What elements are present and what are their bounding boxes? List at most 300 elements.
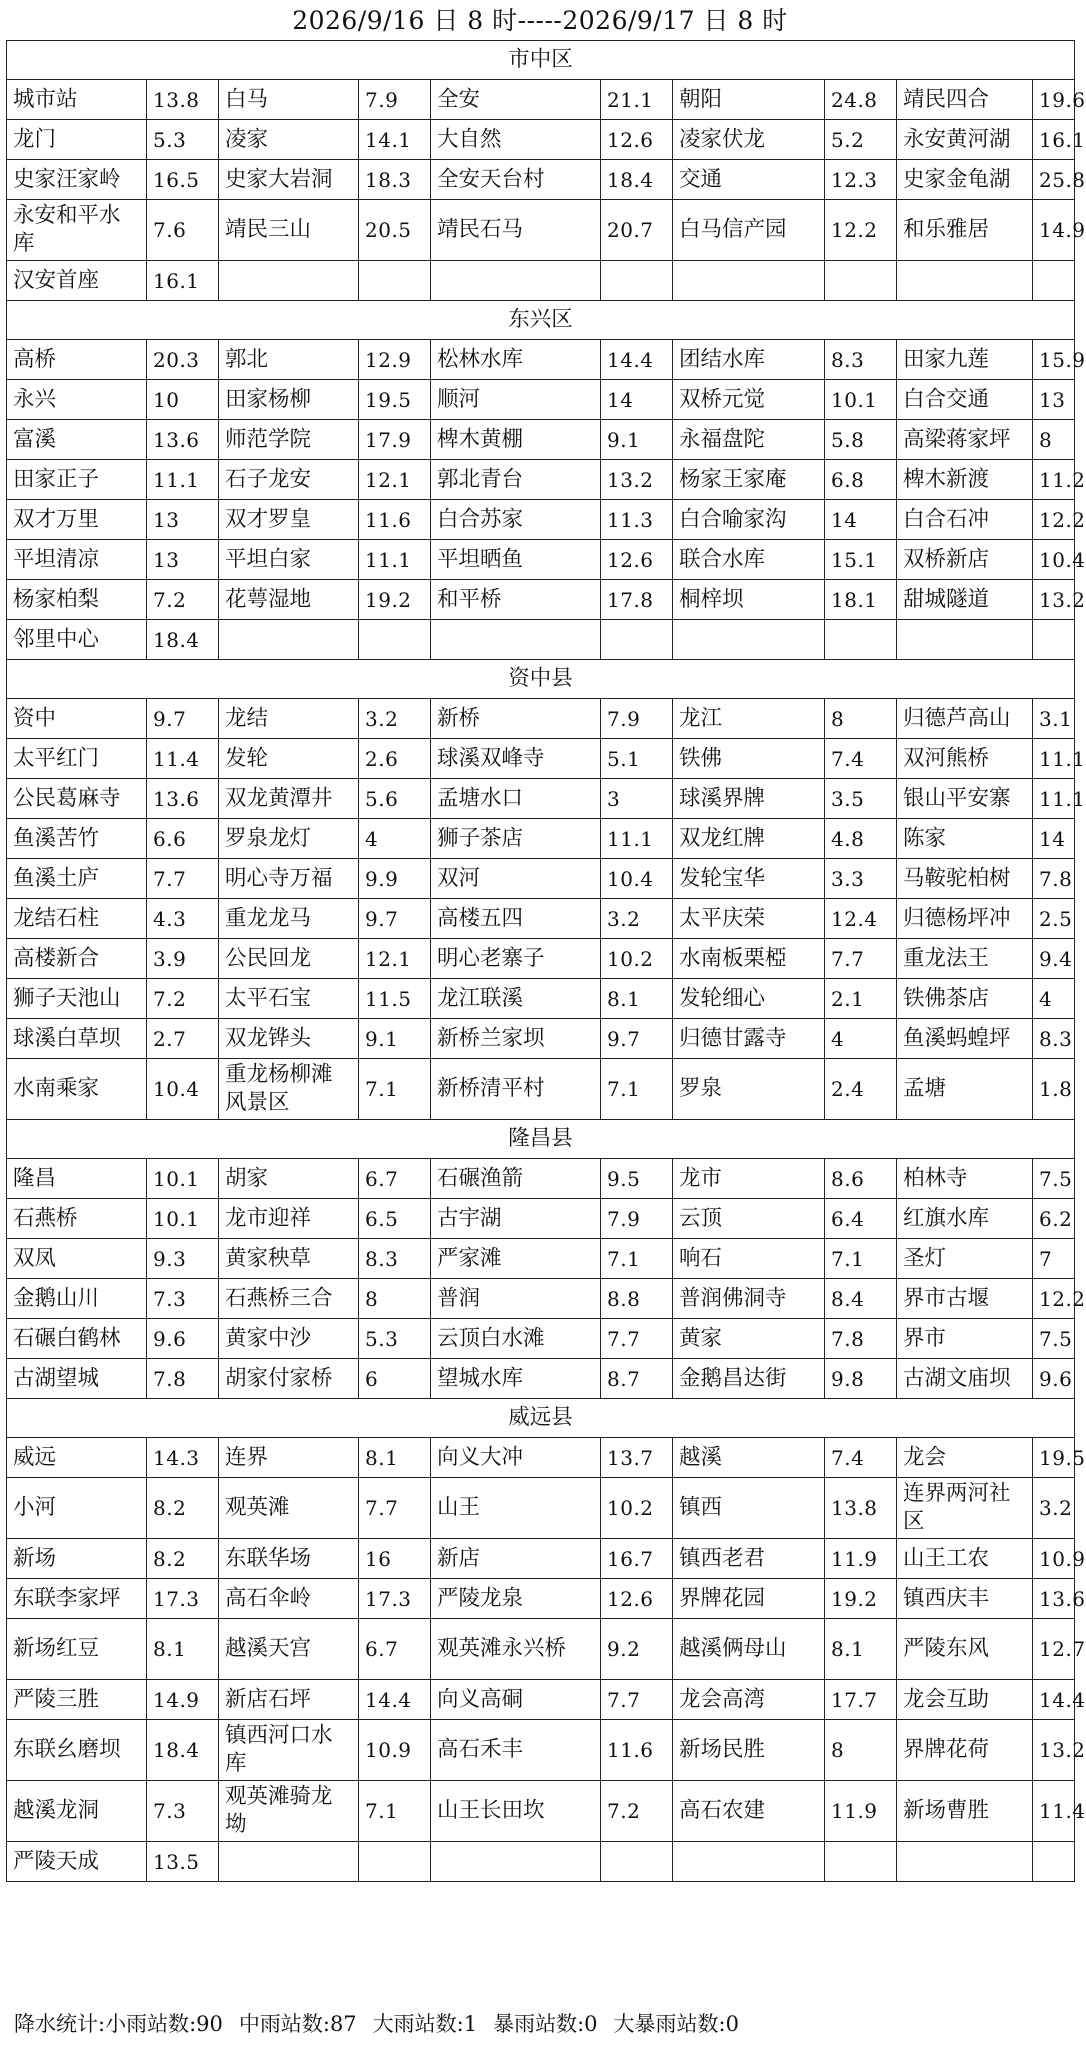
station-name: 史家汪家岭 [7,160,147,200]
station-name: 归德杨坪冲 [897,899,1033,939]
rainfall-value: 13 [147,500,219,540]
station-name: 杨家王家庵 [673,460,825,500]
rainfall-value: 5.1 [601,739,673,779]
station-name: 桐梓坝 [673,580,825,620]
station-row [7,1619,1075,1680]
station-name: 高桥 [7,340,147,380]
rainfall-value: 17.3 [359,1579,431,1619]
station-name: 重龙法王 [897,939,1033,979]
station-name: 望城水库 [431,1359,601,1399]
station-row [7,120,1075,160]
rainfall-value [1033,1842,1075,1882]
station-name: 郭北青台 [431,460,601,500]
rainfall-value: 8.8 [601,1279,673,1319]
station-name [673,1842,825,1882]
station-name: 越溪天宫 [219,1619,359,1680]
station-name: 镇西庆丰 [897,1579,1033,1619]
rainfall-value: 12.1 [359,939,431,979]
rainfall-value: 2.4 [825,1059,897,1120]
station-name: 石燕桥 [7,1199,147,1239]
rainfall-value: 7.3 [147,1279,219,1319]
station-name: 凌家伏龙 [673,120,825,160]
station-name: 新场红豆 [7,1619,147,1680]
station-name: 史家金龟湖 [897,160,1033,200]
station-name: 太平石宝 [219,979,359,1019]
station-name: 东联李家坪 [7,1579,147,1619]
station-name: 山王工农 [897,1539,1033,1579]
rainfall-value: 7 [1033,1239,1075,1279]
rainfall-value [359,1842,431,1882]
station-name: 石子龙安 [219,460,359,500]
station-row [7,1059,1075,1120]
station-row [7,699,1075,739]
rainfall-value: 11.1 [359,540,431,580]
rainfall-value: 18.4 [601,160,673,200]
section-header-row [7,301,1075,340]
station-row [7,819,1075,859]
station-name: 新桥清平村 [431,1059,601,1120]
station-name: 罗泉龙灯 [219,819,359,859]
rainfall-value: 9.6 [1033,1359,1075,1399]
station-name: 双龙黄潭井 [219,779,359,819]
summary-count: 大雨站数:1 [372,2012,478,2036]
station-name: 永兴 [7,380,147,420]
station-name: 隆昌 [7,1159,147,1199]
section-name: 东兴区 [7,301,1075,340]
station-name: 归德芦高山 [897,699,1033,739]
station-name: 白合石冲 [897,500,1033,540]
station-row [7,460,1075,500]
station-name: 向义大冲 [431,1438,601,1478]
station-name: 团结水库 [673,340,825,380]
station-name: 龙门 [7,120,147,160]
rainfall-value: 13.5 [147,1842,219,1882]
station-name: 高梁蒋家坪 [897,420,1033,460]
rainfall-value: 8.7 [601,1359,673,1399]
station-name: 界市古堰 [897,1279,1033,1319]
station-name: 马鞍驼柏树 [897,859,1033,899]
section-name: 隆昌县 [7,1120,1075,1159]
station-name: 田家九莲 [897,340,1033,380]
station-row [7,779,1075,819]
station-name: 胡家付家桥 [219,1359,359,1399]
station-name: 双桥元觉 [673,380,825,420]
rainfall-value: 12.2 [825,200,897,261]
station-name: 平坦清凉 [7,540,147,580]
rainfall-value [1033,620,1075,660]
rainfall-value: 5.3 [359,1319,431,1359]
rainfall-value: 9.7 [359,899,431,939]
rainfall-value: 16.7 [601,1539,673,1579]
station-name: 田家正子 [7,460,147,500]
rainfall-value: 14.4 [359,1680,431,1720]
rainfall-value: 13 [147,540,219,580]
station-name: 鱼溪苦竹 [7,819,147,859]
station-name: 城市站 [7,80,147,120]
station-name: 汉安首座 [7,261,147,301]
rainfall-value: 11.6 [359,500,431,540]
station-name: 新桥 [431,699,601,739]
rainfall-value: 7.1 [825,1239,897,1279]
rainfall-value: 8.4 [825,1279,897,1319]
rainfall-value: 14.9 [1033,200,1075,261]
rainfall-value: 11.9 [825,1539,897,1579]
station-name: 永安和平水库 [7,200,147,261]
rainfall-value: 17.8 [601,580,673,620]
rainfall-value: 6.8 [825,460,897,500]
station-name: 东联幺磨坝 [7,1720,147,1781]
station-name: 孟塘 [897,1059,1033,1120]
station-name: 椑木黄棚 [431,420,601,460]
rainfall-value: 8 [825,1720,897,1781]
station-row [7,200,1075,261]
summary-prefix: 降水统计: [14,2012,106,2036]
rainfall-value: 9.1 [359,1019,431,1059]
rainfall-value: 14 [601,380,673,420]
rainfall-value: 13.8 [825,1478,897,1539]
station-name: 白合喻家沟 [673,500,825,540]
station-name: 孟塘水口 [431,779,601,819]
rainfall-value: 12.2 [1033,1279,1075,1319]
section-header-row [7,1120,1075,1159]
station-name: 师范学院 [219,420,359,460]
station-name: 观英滩永兴桥 [431,1619,601,1680]
rainfall-value: 3.2 [359,699,431,739]
station-name: 镇西 [673,1478,825,1539]
station-name: 胡家 [219,1159,359,1199]
rainfall-value: 6.7 [359,1159,431,1199]
rainfall-value: 10.9 [359,1720,431,1781]
rainfall-value: 14.4 [601,340,673,380]
station-name: 双凤 [7,1239,147,1279]
station-name: 龙市迎祥 [219,1199,359,1239]
rainfall-value: 8 [359,1279,431,1319]
rainfall-value: 18.4 [147,620,219,660]
rainfall-value: 8.2 [147,1539,219,1579]
rainfall-value [359,620,431,660]
station-row [7,540,1075,580]
station-name [897,620,1033,660]
station-name: 鱼溪蚂蝗坪 [897,1019,1033,1059]
station-name: 双才万里 [7,500,147,540]
station-name: 狮子天池山 [7,979,147,1019]
rainfall-value: 7.9 [601,1199,673,1239]
station-name: 陈家 [897,819,1033,859]
station-name: 新场曹胜 [897,1781,1033,1842]
rainfall-value: 7.2 [147,979,219,1019]
station-name: 双龙铧头 [219,1019,359,1059]
station-name: 全安 [431,80,601,120]
station-row [7,1199,1075,1239]
rainfall-value: 2.1 [825,979,897,1019]
rainfall-value: 21.1 [601,80,673,120]
station-row [7,1720,1075,1781]
rainfall-value: 10.1 [147,1159,219,1199]
station-name: 大自然 [431,120,601,160]
station-name: 界牌花荷 [897,1720,1033,1781]
station-name: 普润 [431,1279,601,1319]
station-name: 归德甘露寺 [673,1019,825,1059]
station-name: 高石禾丰 [431,1720,601,1781]
rainfall-value: 7.5 [1033,1319,1075,1359]
station-name: 松林水库 [431,340,601,380]
rainfall-value: 6.2 [1033,1199,1075,1239]
station-name: 古湖文庙坝 [897,1359,1033,1399]
rainfall-value: 7.9 [601,699,673,739]
rainfall-value: 3.1 [1033,699,1075,739]
station-name [219,620,359,660]
summary-count: 暴雨站数:0 [493,2012,598,2036]
rainfall-value: 10.4 [601,859,673,899]
rainfall-value: 7.7 [601,1680,673,1720]
rainfall-value [1033,261,1075,301]
station-name: 高楼五四 [431,899,601,939]
station-row [7,80,1075,120]
rainfall-value: 8 [1033,420,1075,460]
rainfall-value: 4 [825,1019,897,1059]
rainfall-value: 7.7 [147,859,219,899]
station-name [897,1842,1033,1882]
station-name: 资中 [7,699,147,739]
rainfall-value: 11.4 [147,739,219,779]
station-name: 邻里中心 [7,620,147,660]
station-name: 发轮 [219,739,359,779]
rainfall-value [601,1842,673,1882]
rainfall-value: 13.2 [1033,1720,1075,1781]
rainfall-value [825,620,897,660]
rainfall-value: 3.9 [147,939,219,979]
rainfall-value: 13.7 [601,1438,673,1478]
station-row [7,1478,1075,1539]
station-row [7,1438,1075,1478]
station-row [7,1579,1075,1619]
rainfall-value: 17.7 [825,1680,897,1720]
precipitation-summary [14,2009,739,2039]
station-name: 严家滩 [431,1239,601,1279]
section-name: 市中区 [7,41,1075,80]
station-row [7,1359,1075,1399]
report-title: 2026/9/16 日 8 时-----2026/9/17 日 8 时 [292,6,788,35]
station-name: 椑木新渡 [897,460,1033,500]
rainfall-value: 10 [147,380,219,420]
station-row [7,1842,1075,1882]
station-name: 甜城隧道 [897,580,1033,620]
rainfall-value: 8 [825,699,897,739]
station-name: 石碾白鹤林 [7,1319,147,1359]
rainfall-value: 16.1 [1033,120,1075,160]
rainfall-value: 8.3 [1033,1019,1075,1059]
rainfall-value: 2.7 [147,1019,219,1059]
rainfall-value: 11.1 [1033,779,1075,819]
rainfall-value: 3.3 [825,859,897,899]
station-name: 杨家柏梨 [7,580,147,620]
rainfall-value: 12.9 [359,340,431,380]
station-name [219,261,359,301]
rainfall-value [825,1842,897,1882]
rainfall-value: 19.2 [825,1579,897,1619]
rainfall-value: 4.3 [147,899,219,939]
rainfall-value: 3.2 [1033,1478,1075,1539]
summary-count: 大暴雨站数:0 [613,2012,739,2036]
rainfall-value: 7.1 [359,1781,431,1842]
station-name: 花萼湿地 [219,580,359,620]
section-header-row [7,41,1075,80]
station-name: 龙结 [219,699,359,739]
rainfall-value: 15.1 [825,540,897,580]
station-name: 界牌花园 [673,1579,825,1619]
rainfall-value: 14.9 [147,1680,219,1720]
rainfall-value: 6.5 [359,1199,431,1239]
station-name: 白马 [219,80,359,120]
rainfall-value: 11.3 [601,500,673,540]
station-name: 界市 [897,1319,1033,1359]
station-name: 观英滩 [219,1478,359,1539]
rainfall-value: 13.2 [1033,580,1075,620]
station-name: 罗泉 [673,1059,825,1120]
rainfall-value: 12.7 [1033,1619,1075,1680]
rainfall-value: 8.1 [601,979,673,1019]
station-name: 顺河 [431,380,601,420]
rainfall-value: 8.3 [359,1239,431,1279]
station-name: 云顶白水滩 [431,1319,601,1359]
station-name [897,261,1033,301]
rainfall-value: 7.8 [147,1359,219,1399]
station-row [7,380,1075,420]
rainfall-value: 7.1 [601,1239,673,1279]
rainfall-value: 10.1 [147,1199,219,1239]
rainfall-value: 11.2 [1033,460,1075,500]
rainfall-value: 14 [825,500,897,540]
station-name: 新店 [431,1539,601,1579]
station-name: 靖民石马 [431,200,601,261]
rainfall-value: 11.1 [601,819,673,859]
station-name: 新桥兰家坝 [431,1019,601,1059]
station-row [7,979,1075,1019]
rainfall-value [825,261,897,301]
rainfall-value [601,620,673,660]
station-name: 高石伞岭 [219,1579,359,1619]
station-name: 水南板栗椏 [673,939,825,979]
station-name: 龙江联溪 [431,979,601,1019]
rainfall-value: 7.4 [825,739,897,779]
rainfall-value: 5.3 [147,120,219,160]
summary-count: 中雨站数:87 [238,2012,357,2036]
rainfall-value: 13.6 [147,779,219,819]
station-name: 朝阳 [673,80,825,120]
rainfall-value: 12.6 [601,1579,673,1619]
rainfall-value: 5.2 [825,120,897,160]
station-row [7,340,1075,380]
station-name: 铁佛 [673,739,825,779]
rainfall-value [359,261,431,301]
station-name: 发轮细心 [673,979,825,1019]
station-name: 鱼溪土庐 [7,859,147,899]
rainfall-value: 8.6 [825,1159,897,1199]
rainfall-value: 14.4 [1033,1680,1075,1720]
rainfall-value: 7.2 [147,580,219,620]
rainfall-value: 7.6 [147,200,219,261]
station-name: 柏林寺 [897,1159,1033,1199]
rainfall-value: 13.8 [147,80,219,120]
station-name: 永福盘陀 [673,420,825,460]
rainfall-value: 6.7 [359,1619,431,1680]
rainfall-value: 6.6 [147,819,219,859]
station-name: 双桥新店 [897,540,1033,580]
station-name: 龙会互助 [897,1680,1033,1720]
station-name: 东联华场 [219,1539,359,1579]
station-name: 明心老寨子 [431,939,601,979]
rainfall-value: 20.3 [147,340,219,380]
rainfall-value: 11.9 [825,1781,897,1842]
station-name: 双河熊桥 [897,739,1033,779]
rainfall-value: 15.9 [1033,340,1075,380]
station-row [7,1319,1075,1359]
station-name: 富溪 [7,420,147,460]
rainfall-value: 4 [359,819,431,859]
station-name: 严陵天成 [7,1842,147,1882]
rainfall-value: 12.2 [1033,500,1075,540]
rainfall-value: 13.6 [1033,1579,1075,1619]
station-name [219,1842,359,1882]
station-name: 太平红门 [7,739,147,779]
station-name: 金鹅山川 [7,1279,147,1319]
rainfall-value: 9.3 [147,1239,219,1279]
rainfall-value: 19.2 [359,580,431,620]
station-name: 越溪俩母山 [673,1619,825,1680]
station-name: 平坦白家 [219,540,359,580]
rainfall-value: 7.9 [359,80,431,120]
station-name: 山王 [431,1478,601,1539]
rainfall-value: 2.5 [1033,899,1075,939]
station-name: 连界 [219,1438,359,1478]
station-row [7,739,1075,779]
station-name: 田家杨柳 [219,380,359,420]
rainfall-value [601,261,673,301]
rainfall-value: 16 [359,1539,431,1579]
rainfall-value: 11.1 [1033,739,1075,779]
rainfall-value: 17.3 [147,1579,219,1619]
rainfall-value: 7.8 [1033,859,1075,899]
station-name: 石碾渔箭 [431,1159,601,1199]
station-row [7,1239,1075,1279]
rainfall-value: 6 [359,1359,431,1399]
rainfall-value: 19.6 [1033,80,1075,120]
station-name: 球溪白草坝 [7,1019,147,1059]
rainfall-value: 10.4 [1033,540,1075,580]
rainfall-value: 8.1 [147,1619,219,1680]
rainfall-value: 18.1 [825,580,897,620]
station-name: 重龙杨柳滩风景区 [219,1059,359,1120]
station-name: 球溪界牌 [673,779,825,819]
rainfall-value: 5.6 [359,779,431,819]
rainfall-value: 8.2 [147,1478,219,1539]
station-name: 龙会高湾 [673,1680,825,1720]
station-name: 白马信产园 [673,200,825,261]
station-row [7,1019,1075,1059]
section-name: 资中县 [7,660,1075,699]
station-name [673,620,825,660]
station-name: 龙市 [673,1159,825,1199]
rainfall-value: 16.1 [147,261,219,301]
station-row [7,620,1075,660]
rainfall-value: 13.2 [601,460,673,500]
rainfall-value: 9.5 [601,1159,673,1199]
section-name: 威远县 [7,1399,1075,1438]
station-name: 高楼新合 [7,939,147,979]
station-name: 金鹅昌达街 [673,1359,825,1399]
rainfall-value: 12.4 [825,899,897,939]
station-name: 小河 [7,1478,147,1539]
